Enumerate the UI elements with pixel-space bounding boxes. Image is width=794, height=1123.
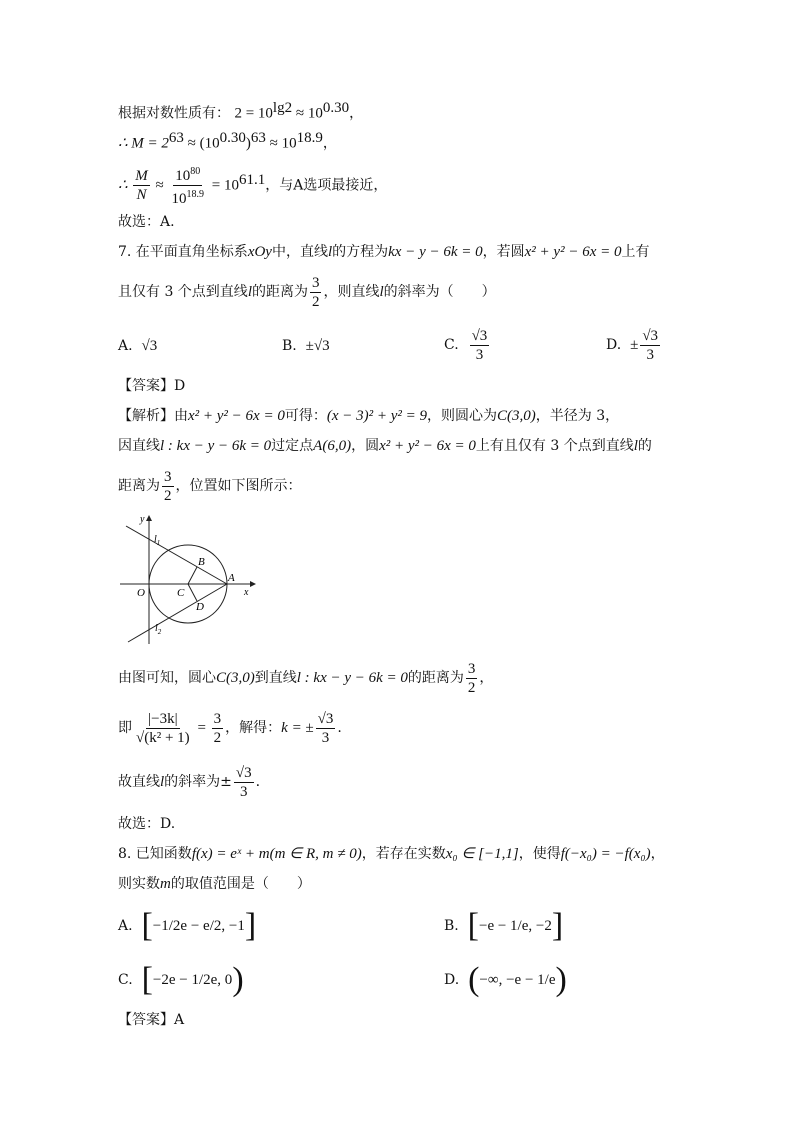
option-value: ±√3 (305, 338, 330, 354)
math: kx − y − 6k = 0 (388, 244, 483, 260)
fraction (234, 764, 254, 801)
text: 可得： (284, 408, 327, 424)
math: ≈ 10 (292, 105, 323, 122)
bracket: ( (468, 961, 480, 998)
denominator: 3 (646, 346, 654, 363)
text: 距离为 (118, 478, 160, 494)
text: ，若存在实数 (361, 846, 446, 862)
math: ≈ 10 (265, 135, 297, 152)
math: x² + y² − 6x = 0 (524, 244, 622, 260)
fraction (316, 710, 336, 747)
math: = (193, 720, 210, 736)
q7-answer: 【答案】D (118, 378, 186, 394)
text: ，解得： (225, 720, 282, 736)
fraction (170, 163, 207, 208)
q7-explanation-line-1 (118, 406, 619, 426)
math: l (327, 244, 333, 260)
option-label: B. (444, 918, 459, 934)
denominator: 2 (164, 487, 172, 504)
label-a: A (228, 572, 235, 584)
q8-option-b[interactable] (444, 904, 563, 948)
math: k = ± (281, 720, 314, 736)
text: 的距离为 (251, 284, 308, 300)
denominator: √(k² + 1) (136, 729, 190, 746)
option-value: −2e − 1/2e, 0 (152, 972, 233, 988)
q7-option-b[interactable] (282, 336, 330, 356)
text: 由 (174, 408, 188, 424)
math: l (160, 774, 165, 790)
text: ，则直线 (323, 284, 380, 300)
option-value: −1/2e − e/2, −1 (152, 918, 245, 934)
math: f(−x₀) = −f(x₀) (560, 846, 651, 862)
denominator: 3 (321, 729, 330, 746)
text: 故直线 (118, 774, 160, 790)
fraction (134, 710, 192, 747)
denominator: 3 (475, 346, 484, 363)
numerator: √3 (642, 327, 659, 344)
math: 0.30 (219, 130, 246, 146)
q7-option-d[interactable] (606, 324, 662, 366)
fraction (640, 327, 660, 364)
q7-explanation-line-6: 故直线l的斜率为± $\frac{√3}{3}$ . (118, 764, 261, 800)
denominator: 3 (240, 783, 248, 800)
text: ，半径为 3， (535, 408, 620, 424)
x-axis-arrow-icon (250, 581, 256, 587)
text: 到直线 (254, 670, 297, 686)
text: ，则圆心为 (427, 408, 498, 424)
text: 7. 在平面直角坐标系 (118, 244, 248, 260)
option-label: B. (282, 338, 297, 354)
text: 的方程为 (332, 244, 389, 260)
bracket: ] (551, 907, 564, 944)
text: ，若圆 (482, 244, 525, 260)
text: 8. 已知函数 (118, 846, 192, 862)
bracket: [ (141, 907, 153, 944)
q7-explanation-line-5: 即 $\frac{|-3k|}{\text{√(k² + 1)}}$ = $\frac{3}{2}$ ，解得：k = ± $\frac{√3}{3}$ . (118, 710, 342, 746)
math: ≈ (10 (183, 135, 220, 152)
bracket: ) (555, 961, 567, 998)
text: 的斜率为± (164, 774, 232, 790)
denominator: N (136, 187, 147, 204)
q7-explanation-line-4: 由图可知，圆心C(3,0)到直线l : kx − y − 6k = 0的距离为 $\frac{3}{2}$ ， (118, 660, 494, 696)
geometry-figure (118, 512, 258, 647)
option-label: A. (118, 338, 133, 354)
math: 63 (250, 130, 266, 146)
q7-option-a[interactable] (118, 336, 157, 356)
text: ， (650, 846, 665, 862)
numerator: √3 (317, 710, 334, 727)
numerator: 3 (213, 710, 222, 727)
text: 因直线 (118, 438, 160, 454)
math: l (379, 284, 384, 300)
option-label: C. (444, 337, 459, 353)
numerator: √3 (471, 327, 488, 344)
text: ，圆 (351, 438, 380, 454)
option-label: D. (444, 972, 460, 988)
math: ) (245, 135, 251, 152)
q8-stem-line-1 (118, 844, 665, 864)
label-b: B (198, 556, 205, 568)
text: ，使得 (518, 846, 561, 862)
text: 上有 (621, 244, 650, 260)
q8-stem-line-2 (118, 874, 311, 894)
option-label: A. (118, 918, 133, 934)
text: 上有且仅有 3 个点到直线 (475, 438, 634, 454)
math: l (633, 438, 638, 454)
math: m (160, 876, 171, 892)
math: ≈ (151, 177, 168, 194)
fraction (212, 710, 224, 747)
numerator: 3 (311, 274, 320, 291)
math: ∴ (118, 177, 132, 194)
math: C(3,0) (497, 408, 536, 424)
q8-answer: 【答案】A (118, 1012, 185, 1028)
q7-explanation-line-3 (118, 466, 302, 506)
text: 【解析】 (118, 408, 174, 424)
text: 中，直线 (271, 244, 328, 260)
label-c: C (177, 587, 185, 599)
text: 的距离为 (407, 670, 464, 686)
numerator: |−3k| (148, 710, 178, 727)
fraction (466, 660, 478, 697)
numerator: 3 (467, 660, 476, 677)
numerator: √3 (235, 764, 252, 781)
math: C(3,0) (216, 670, 255, 686)
numerator: M (135, 168, 148, 185)
denominator: 10 (171, 191, 187, 208)
bracket: [ (141, 961, 153, 998)
bracket: ] (244, 907, 257, 944)
math: f(x) = eˣ + m(m ∈ R, m ≠ 0) (191, 846, 362, 862)
label-x: x (244, 587, 249, 598)
text: 根据对数性质有： (118, 105, 230, 122)
fraction (162, 468, 174, 505)
solution-line-1 (118, 98, 363, 124)
fraction (310, 274, 322, 311)
math: lg2 (272, 100, 293, 116)
text: 由图可知，圆心 (118, 670, 216, 686)
option-value: −e − 1/e, −2 (478, 918, 552, 934)
math: 61.1 (239, 172, 266, 188)
q7-stem-line-2 (118, 272, 496, 312)
text: 的取值范围是（ ） (170, 876, 311, 892)
q7-explanation-line-2 (118, 436, 652, 456)
text: ，位置如下图所示： (175, 478, 302, 494)
solution-line-3 (118, 160, 387, 208)
math: A(6,0) (313, 438, 352, 454)
option-value: √3 (141, 338, 158, 354)
label-o: O (137, 587, 145, 599)
label-l1: $l_1$ (154, 534, 161, 547)
segment-cd (188, 584, 197, 601)
q7-select: 故选：D. (118, 816, 176, 832)
math: 80 (190, 166, 201, 178)
text: 的 (637, 438, 652, 454)
fraction (133, 167, 150, 204)
math: (x − 3)² + y² = 9 (326, 408, 428, 424)
numerator: 3 (164, 468, 172, 485)
label-y: y (140, 514, 145, 525)
math: 18.9 (296, 130, 323, 146)
math: l (247, 284, 252, 300)
bracket: ) (232, 961, 244, 998)
math: = 10 (208, 177, 239, 194)
text: ， (349, 105, 364, 122)
solution-select-a: 故选：A. (118, 214, 175, 230)
math: ± (630, 337, 639, 353)
math: x² + y² − 6x = 0 (188, 408, 285, 424)
denominator: 2 (311, 293, 320, 310)
math: 2 = 10 (234, 105, 273, 122)
math: xOy (247, 244, 272, 260)
q7-option-c[interactable] (444, 324, 491, 366)
segment-cb (188, 567, 197, 584)
math: l : kx − y − 6k = 0 (296, 670, 408, 686)
option-label: D. (606, 337, 622, 353)
solution-line-2 (118, 128, 337, 154)
text: ， (322, 135, 337, 152)
q8-option-a[interactable] (118, 904, 256, 948)
label-d: D (196, 601, 204, 613)
q7-stem-line-1 (118, 242, 649, 262)
q8-option-c[interactable] (118, 958, 244, 1002)
y-axis-arrow-icon (146, 515, 152, 521)
math: x₀ ∈ [−1,1] (445, 846, 519, 862)
text: 则实数 (118, 876, 160, 892)
math: x² + y² − 6x = 0 (379, 438, 476, 454)
bracket: [ (467, 907, 479, 944)
numerator: 10 (175, 168, 191, 185)
fraction (470, 327, 490, 364)
q8-option-d[interactable] (444, 958, 567, 1002)
math: 18.9 (186, 189, 205, 201)
denominator: 2 (213, 729, 222, 746)
line-l1 (126, 526, 227, 584)
math: 0.30 (322, 100, 350, 116)
text: 过定点 (271, 438, 314, 454)
math: l : kx − y − 6k = 0 (160, 438, 272, 454)
text: ，与A选项最接近， (265, 177, 388, 194)
label-l2: $l_2$ (155, 623, 162, 636)
text: 的斜率为（ ） (383, 284, 496, 300)
math: ∴ M = 2 (118, 135, 169, 152)
text: 且仅有 3 个点到直线 (118, 284, 248, 300)
option-label: C. (118, 972, 133, 988)
denominator: 2 (467, 679, 476, 696)
math: 63 (168, 130, 184, 146)
option-value: −∞, −e − 1/e (479, 972, 556, 988)
text: 即 (118, 720, 132, 736)
